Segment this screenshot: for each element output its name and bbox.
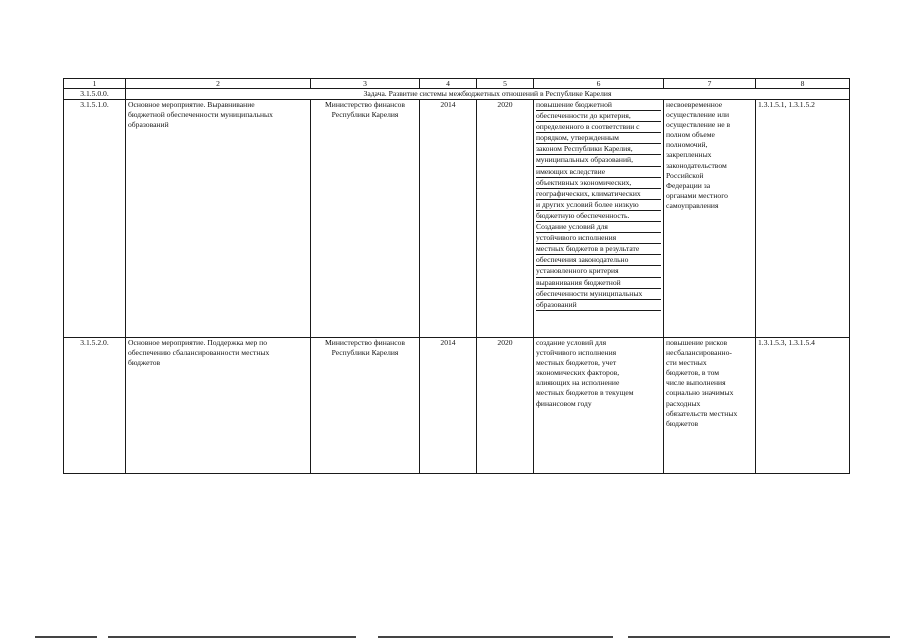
- cell-line: объективных экономических,: [536, 178, 661, 189]
- cell-line: обеспеченности муниципальных: [536, 289, 661, 300]
- expected-result: [534, 338, 664, 474]
- cell-line: устойчивого исполнения: [536, 233, 661, 244]
- cell-line: осуществление или: [666, 110, 730, 120]
- cell-line: установленного критерия: [536, 266, 661, 277]
- cell-line: местных бюджетов в результате: [536, 244, 661, 255]
- end-year: 2020: [477, 100, 534, 338]
- cell-line: обеспечения законодательно: [536, 255, 661, 266]
- cell-line: осуществление не в: [666, 120, 731, 130]
- cell-line: местных бюджетов в текущем: [536, 388, 634, 398]
- cell-line: географических, климатических: [536, 189, 661, 200]
- cell-line: экономических факторов,: [536, 368, 620, 378]
- cell-line: закрепленных: [666, 150, 712, 160]
- column-header: 7: [664, 79, 756, 89]
- task-title: Задача. Развитие системы межбюджетных отношений в Республике Карелия: [126, 89, 850, 100]
- cell-line: самоуправления: [666, 200, 719, 210]
- cell-line: бюджетную обеспеченность.: [536, 211, 661, 222]
- column-header: 5: [477, 79, 534, 89]
- cell-line: Основное мероприятие. Поддержка мер по: [128, 338, 268, 347]
- cell-line: законом Республики Карелия,: [536, 144, 661, 155]
- cell-line: бюджетов: [666, 418, 699, 428]
- related-indicators: 1.3.1.5.1, 1.3.1.5.2: [756, 100, 850, 338]
- cell-line: законодательством: [666, 160, 727, 170]
- cell-line: несбалансированно-: [666, 348, 732, 358]
- cell-line: полном объеме: [666, 130, 715, 140]
- measure-executor: [311, 100, 420, 338]
- cell-line: муниципальных образований,: [536, 155, 661, 166]
- cell-line: образований: [128, 120, 169, 130]
- cell-line: Республики Карелия: [331, 348, 399, 358]
- cell-line: обеспеченности до критерия,: [536, 111, 661, 122]
- cell-line: порядком, утвержденным: [536, 133, 661, 144]
- table-row: [64, 338, 850, 474]
- cell-line: Республики Карелия: [331, 110, 399, 120]
- cell-line: Основное мероприятие. Выравнивание: [128, 100, 255, 109]
- table-row: [64, 100, 850, 338]
- cell-line: бюджетной обеспеченности муниципальных: [128, 110, 273, 120]
- cell-line: повышение рисков: [666, 338, 728, 347]
- cell-line: имеющих вследствие: [536, 167, 661, 178]
- cell-line: влияющих на исполнение: [536, 378, 620, 388]
- cell-line: Создание условий для: [536, 222, 661, 233]
- expected-result: [534, 100, 664, 338]
- cell-line: Министерство финансов: [325, 338, 405, 347]
- scan-edge-line: [378, 636, 613, 638]
- column-header: 4: [420, 79, 477, 89]
- cell-line: полномочий,: [666, 140, 708, 150]
- cell-line: числе выполнения: [666, 378, 726, 388]
- measure-code: 3.1.5.2.0.: [64, 338, 126, 474]
- task-code: 3.1.5.0.0.: [64, 89, 126, 100]
- column-header: 1: [64, 79, 126, 89]
- measure-code: 3.1.5.1.0.: [64, 100, 126, 338]
- header-row: [64, 79, 850, 89]
- scan-edge-line: [628, 636, 890, 638]
- scan-edge-line: [108, 636, 356, 638]
- cell-line: Федерации за: [666, 180, 711, 190]
- cell-line: местных бюджетов, учет: [536, 358, 617, 368]
- consequences: [664, 338, 756, 474]
- start-year: 2014: [420, 338, 477, 474]
- measure-name: [126, 338, 311, 474]
- task-row: [64, 89, 850, 100]
- cell-line: финансовом году: [536, 398, 592, 408]
- cell-line: несвоевременное: [666, 100, 723, 109]
- cell-line: социально значимых: [666, 388, 734, 398]
- cell-line: и других условий более низкую: [536, 200, 661, 211]
- column-header: 8: [756, 79, 850, 89]
- cell-line: повышение бюджетной: [536, 100, 661, 111]
- cell-line: органами местного: [666, 190, 728, 200]
- program-measures-table: [63, 78, 850, 474]
- cell-line: обязательств местных: [666, 408, 738, 418]
- related-indicators: 1.3.1.5.3, 1.3.1.5.4: [756, 338, 850, 474]
- cell-line: образований: [536, 300, 661, 311]
- column-header: 3: [311, 79, 420, 89]
- cell-line: устойчивого исполнения: [536, 348, 617, 358]
- cell-line: Министерство финансов: [325, 100, 405, 109]
- column-header: 6: [534, 79, 664, 89]
- cell-line: сти местных: [666, 358, 707, 368]
- cell-line: обеспечению сбалансированности местных: [128, 348, 270, 358]
- measure-name: [126, 100, 311, 338]
- cell-line: бюджетов, в том: [666, 368, 720, 378]
- cell-line: выравнивания бюджетной: [536, 278, 661, 289]
- consequences: [664, 100, 756, 338]
- column-header: 2: [126, 79, 311, 89]
- cell-line: бюджетов: [128, 358, 161, 368]
- measure-executor: [311, 338, 420, 474]
- scan-edge-line: [35, 636, 97, 638]
- cell-line: Российской: [666, 170, 704, 180]
- end-year: 2020: [477, 338, 534, 474]
- start-year: 2014: [420, 100, 477, 338]
- cell-line: расходных: [666, 398, 701, 408]
- cell-line: определенного в соответствии с: [536, 122, 661, 133]
- cell-line: создание условий для: [536, 338, 607, 347]
